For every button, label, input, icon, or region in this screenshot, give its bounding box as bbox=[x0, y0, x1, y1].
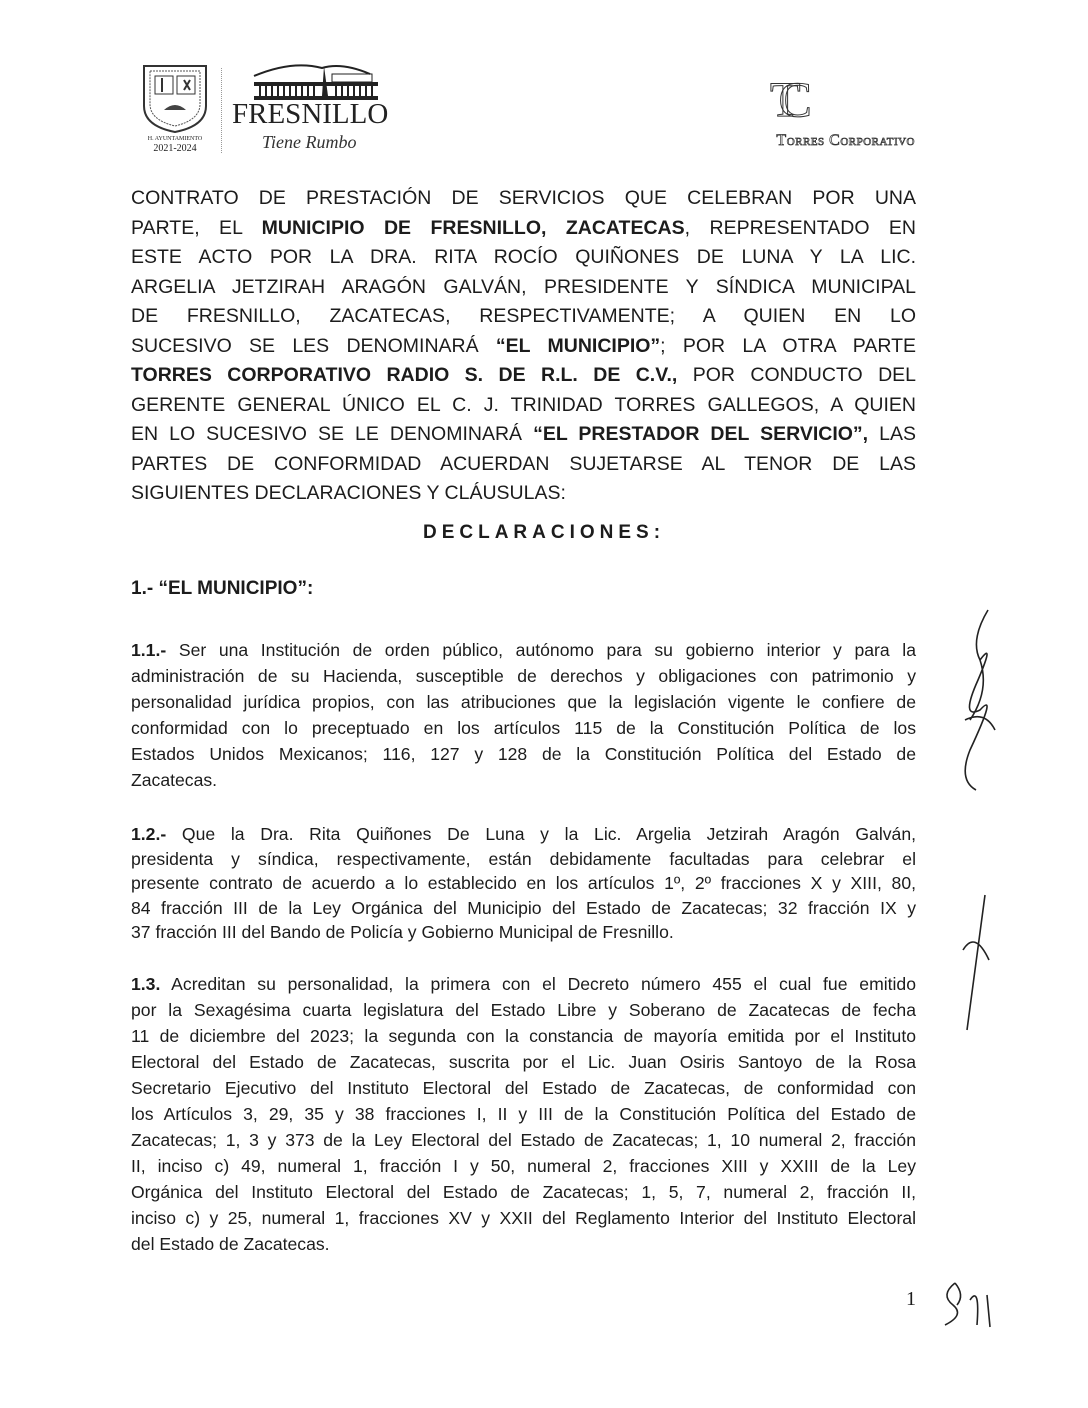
text-segment: conformidad con lo preceptuado en los artículos 115 de la Constitución Política de los bbox=[131, 718, 916, 738]
text-line bbox=[131, 360, 916, 390]
text-segment: POR CONDUCTO DEL bbox=[677, 364, 917, 386]
text-segment: Electoral del Estado de Zacatecas, suscrita por el Lic. Juan Osiris Santoyo de la Rosa bbox=[131, 1052, 916, 1072]
text-segment: LAS bbox=[868, 423, 916, 445]
section-title: 1.- “EL MUNICIPIO”: bbox=[131, 578, 314, 599]
text-segment: ARGELIA JETZIRAH ARAGÓN GALVÁN, PRESIDENTE Y SÍNDICA MUNICIPAL bbox=[131, 275, 916, 298]
text-line bbox=[131, 449, 916, 479]
text-line bbox=[131, 715, 916, 741]
page-number: 1 bbox=[906, 1288, 916, 1310]
fresnillo-wordmark: FRESNILLO bbox=[232, 98, 389, 130]
bold-text: 1.1.- bbox=[131, 640, 167, 660]
municipal-seal bbox=[135, 62, 215, 157]
seal-years: 2021-2024 bbox=[153, 143, 197, 154]
text-line bbox=[131, 213, 916, 243]
logo-divider bbox=[221, 68, 223, 153]
text-segment: los Artículos 3, 29, 35 y 38 fracciones I, II y III de la Constitución Política del Estado de bbox=[131, 1104, 916, 1124]
text-line bbox=[131, 997, 916, 1023]
text-segment: Ser una Institución de orden público, autónomo para su gobierno interior y para la bbox=[166, 640, 916, 660]
text-line bbox=[131, 895, 916, 921]
text-segment: Acreditan su personalidad, la primera con el Decreto número 455 el cual fue emitido bbox=[160, 974, 916, 994]
text-line bbox=[131, 390, 916, 420]
text-line bbox=[131, 1127, 916, 1153]
text-segment: Que la Dra. Rita Quiñones De Luna y la Lic. Argelia Jetzirah Aragón Galván, bbox=[166, 824, 916, 844]
text-line bbox=[131, 1049, 916, 1075]
text-segment: PARTE, EL bbox=[131, 216, 262, 239]
text-segment: DE FRESNILLO, ZACATECAS, RESPECTIVAMENTE; A QUIEN EN LO bbox=[131, 305, 916, 327]
bold-text: 1.3. bbox=[131, 974, 161, 994]
text-segment: presente contrato de acuerdo a lo establecido en los artículos 1º, 2º fracciones X y XIII, 80, bbox=[131, 873, 916, 894]
tc-monogram: TC bbox=[770, 71, 790, 127]
text-line bbox=[131, 419, 916, 449]
seal-caption: H. AYUNTAMIENTO bbox=[147, 136, 203, 142]
text-line bbox=[131, 1205, 916, 1231]
text-segment: ; POR LA OTRA PARTE bbox=[660, 334, 916, 357]
text-line bbox=[131, 870, 916, 896]
text-segment: PARTES DE CONFORMIDAD ACUERDAN SUJETARSE AL TENOR DE LAS bbox=[131, 452, 916, 475]
text-line bbox=[131, 1153, 916, 1179]
skyline-icon bbox=[252, 60, 382, 102]
text-segment: del Estado de Zacatecas. bbox=[131, 1234, 330, 1254]
text-segment: 11 de diciembre del 2023; la segunda con la constancia de mayoría emitida por el Instituto bbox=[131, 1026, 916, 1046]
page-initials bbox=[935, 1275, 1005, 1330]
text-line bbox=[131, 821, 916, 847]
text-segment: CONTRATO DE PRESTACIÓN DE SERVICIOS QUE CELEBRAN POR UNA bbox=[131, 187, 916, 209]
text-line bbox=[131, 1023, 916, 1049]
text-line bbox=[131, 1101, 916, 1127]
text-segment: personalidad jurídica propios, con las atribuciones que la legislación vigente le confiere de bbox=[131, 692, 916, 712]
text-line bbox=[131, 689, 916, 715]
text-segment: 37 fracción III del Bando de Policía y Gobierno Municipal de Fresnillo. bbox=[131, 922, 674, 943]
fresnillo-logo bbox=[232, 60, 392, 160]
text-segment: Estados Unidos Mexicanos; 116, 127 y 128 de la Constitución Política del Estado de bbox=[131, 744, 916, 764]
text-segment: SUCESIVO SE LES DENOMINARÁ bbox=[131, 334, 496, 357]
text-line bbox=[131, 242, 916, 272]
text-segment: 84 fracción III de la Ley Orgánica del Municipio del Estado de Zacatecas; 32 fracción IX y bbox=[131, 897, 916, 918]
text-line bbox=[131, 637, 916, 663]
text-segment: administración de su Hacienda, susceptible de derechos y obligaciones con patrimonio y bbox=[131, 666, 916, 686]
text-segment: Orgánica del Instituto Electoral del Estado de Zacatecas; 1, 5, 7, numeral 2, fracción II, bbox=[131, 1182, 916, 1202]
signature-scribble bbox=[950, 600, 1010, 810]
bold-text: MUNICIPIO DE FRESNILLO, ZACATECAS bbox=[261, 216, 685, 239]
declarations-heading: DECLARACIONES: bbox=[422, 522, 666, 543]
text-line bbox=[131, 1075, 916, 1101]
text-segment: presidenta y síndica, respectivamente, están debidamente facultadas para celebrar el bbox=[131, 848, 916, 869]
text-segment: Zacatecas. bbox=[131, 770, 218, 790]
text-segment: por la Sexagésima cuarta legislatura del Estado Libre y Soberano de Zacatecas de fecha bbox=[131, 1000, 916, 1020]
text-segment: ESTE ACTO POR LA DRA. RITA ROCÍO QUIÑONES DE LUNA Y LA LIC. bbox=[131, 246, 916, 268]
bold-text: “EL PRESTADOR DEL SERVICIO”, bbox=[533, 423, 869, 445]
text-line bbox=[131, 919, 916, 945]
text-segment: EN LO SUCESIVO SE LE DENOMINARÁ bbox=[131, 423, 534, 445]
text-segment: GERENTE GENERAL ÚNICO EL C. J. TRINIDAD TORRES GALLEGOS, A QUIEN bbox=[131, 393, 916, 416]
text-segment: Zacatecas; 1, 3 y 373 de la Ley Electoral del Estado de Zacatecas; 1, 10 numeral 2, fracción bbox=[131, 1130, 916, 1150]
fresnillo-slogan: Tiene Rumbo bbox=[262, 132, 357, 152]
text-line bbox=[131, 301, 916, 331]
text-segment: , REPRESENTADO EN bbox=[684, 216, 916, 239]
text-line bbox=[131, 1231, 916, 1257]
torres-corporativo-logo bbox=[700, 70, 915, 155]
coat-of-arms-icon bbox=[140, 62, 210, 134]
bold-text: 1.2.- bbox=[131, 824, 167, 844]
torres-wordmark: Torres Corporativo bbox=[776, 132, 915, 149]
text-line bbox=[131, 272, 916, 302]
text-line bbox=[131, 741, 916, 767]
text-line bbox=[131, 478, 916, 508]
text-segment: Secretario Ejecutivo del Instituto Electoral del Estado de Zacatecas, de conformidad con bbox=[131, 1078, 916, 1098]
bold-text: TORRES CORPORATIVO RADIO S. DE R.L. DE C.V., bbox=[131, 364, 678, 386]
text-segment: inciso c) y 25, numeral 1, fracciones XV y XXII del Reglamento Interior del Instituto Electoral bbox=[131, 1208, 916, 1228]
text-line bbox=[131, 663, 916, 689]
text-line bbox=[131, 1179, 916, 1205]
bold-text: “EL MUNICIPIO” bbox=[495, 334, 661, 357]
initial-signature bbox=[955, 890, 995, 1040]
text-line bbox=[131, 183, 916, 213]
text-line bbox=[131, 331, 916, 361]
text-segment: SIGUIENTES DECLARACIONES Y CLÁUSULAS: bbox=[131, 482, 566, 504]
text-line bbox=[131, 846, 916, 872]
text-segment: II, inciso c) 49, numeral 1, fracción I y 50, numeral 2, fracciones XIII y XXIII de la Ley bbox=[131, 1156, 916, 1176]
text-line bbox=[131, 971, 916, 997]
text-line bbox=[131, 767, 916, 793]
